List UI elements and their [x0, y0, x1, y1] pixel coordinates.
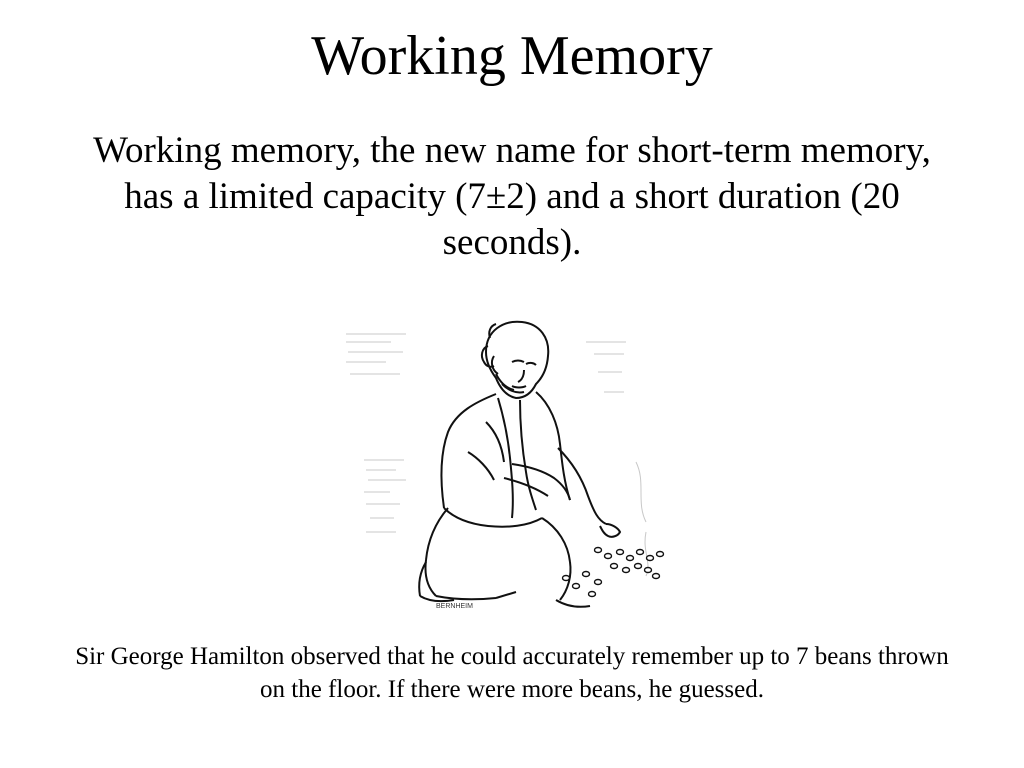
body-figure: [419, 392, 590, 607]
caption-text: Sir George Hamilton observed that he could accurately remember up to 7 beans thrown on the floor. If there were more beans, he guessed.: [75, 643, 949, 703]
background-scribbles: [346, 334, 648, 576]
slide-title: Working Memory: [311, 25, 713, 87]
artist-signature: BERNHEIM: [436, 603, 473, 610]
head-figure: [482, 322, 548, 398]
scattered-beans: [563, 548, 664, 597]
man-with-beans-sketch: [336, 312, 688, 624]
kneeling-man-illustration: [336, 312, 688, 624]
lead-text: Working memory, the new name for short-term memory, has a limited capacity (7±2) and a short duration (20 seconds).: [93, 130, 931, 263]
